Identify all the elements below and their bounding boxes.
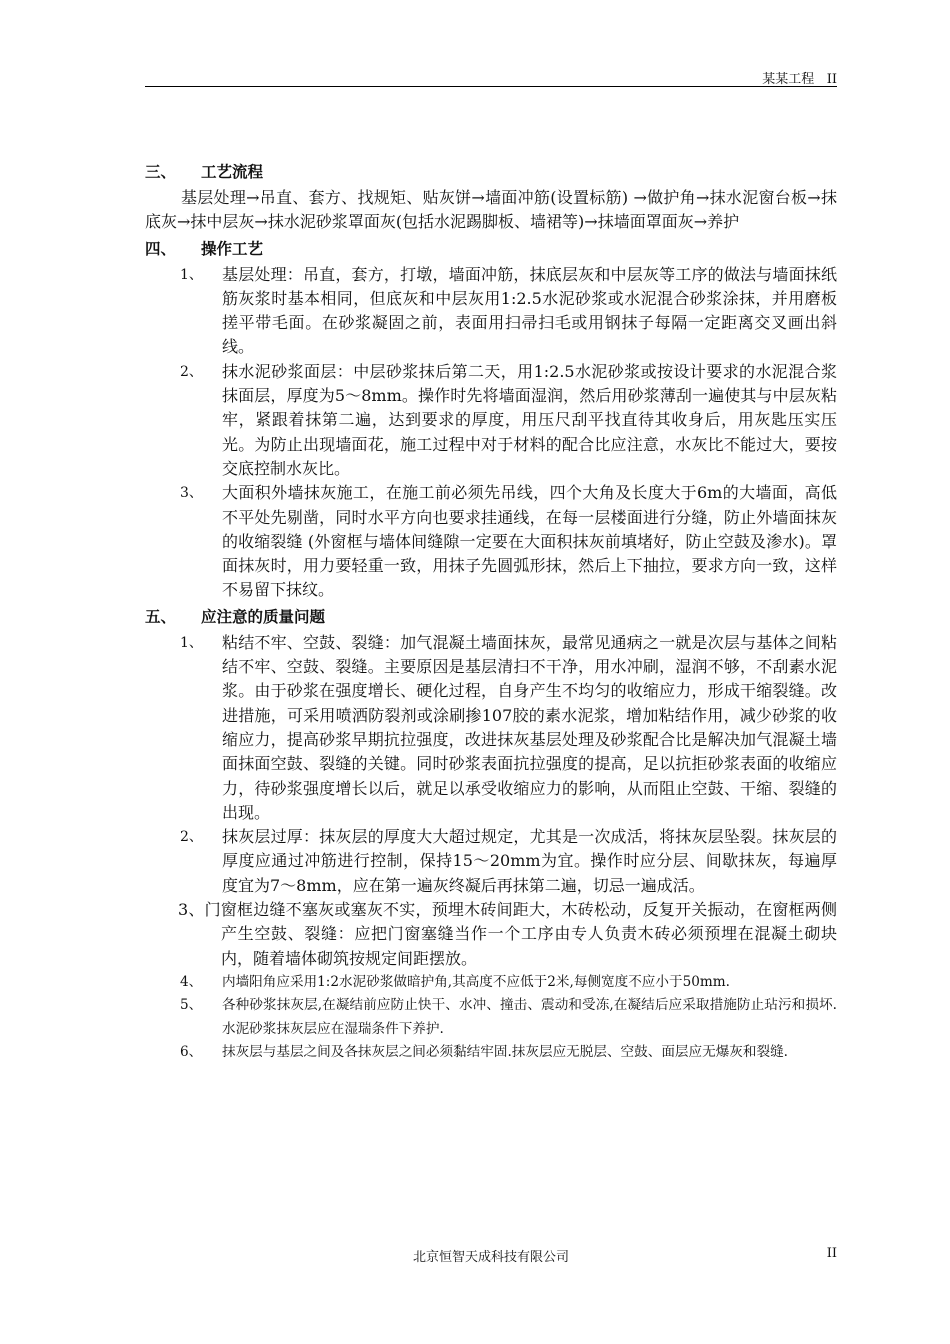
list-item-text: 基层处理：吊直，套方，打墩，墙面冲筋，抹底层灰和中层灰等工序的做法与墙面抹纸筋灰浆时基本相同，但底灰和中层灰用1:2.5水泥砂浆或水泥混合砂浆涂抹，并用磨板搓平带毛面。在砂浆凝固之前，表面用扫帚扫毛或用钢抹子每隔一定距离交叉画出斜线。 (222, 264, 837, 357)
list-item-text: 粘结不牢、空鼓、裂缝：加气混凝土墙面抹灰，最常见通病之一就是次层与基体之间粘结不牢、空鼓、裂缝。主要原因是基层清扫不干净，用水冲刷，湿润不够，不刮素水泥浆。由于砂浆在强度增长、硬化过程，自身产生不均匀的收缩应力，形成干缩裂缝。改进措施，可采用喷洒防裂剂或涂刷掺107胶的素水泥浆，增加粘结作用，减少砂浆的收缩应力，提高砂浆早期抗拉强度，改进抹灰基层处理及砂浆配合比是解决加气混凝土墙面抹面空鼓、裂缝的关键。同时砂浆表面抗拉强度的提高，足以抗拒砂浆表面的收缩应力，待砂浆强度增长以后，就足以承受收缩应力的影响，从而阻止空鼓、干缩、裂缝的出现。 (222, 632, 837, 822)
list-item (145, 1041, 837, 1065)
list-item-text: 3、门窗框边缝不塞灰或塞灰不实，预埋木砖间距大，木砖松动，反复开关振动，在窗框两侧产生空鼓、裂缝：应把门窗塞缝当作一个工序由专人负责木砖必须预埋在混凝土砌块内，随着墙体砌筑按规定间距摆放。 (178, 900, 837, 968)
header-page-number: II (826, 72, 837, 87)
section-number: 四、 (145, 239, 177, 258)
list-item (145, 994, 837, 1041)
list-item-text: 大面积外墙抹灰施工，在施工前必须先吊线，四个大角及长度大于6m的大墙面，高低不平处先剔凿，同时水平方向也要求挂通线，在每一层楼面进行分缝，防止外墙面抹灰的收缩裂缝 (外窗框与墙体间缝隙一定要在大面积抹灰前填堵好，防止空鼓及渗水)。罩面抹灰时，用力要轻重一致，用抹子先圆弧形抹，然后上下抽拉，要求方向一致，这样不易留下抹纹。 (222, 483, 837, 600)
list-item-text: 内墙阳角应采用1:2水泥砂浆做暗护角,其高度不应低于2米,每侧宽度不应小于50mm. (222, 973, 730, 990)
page-header (145, 68, 837, 87)
list-item-text: 抹灰层过厚：抹灰层的厚度大大超过规定，尤其是一次成活，将抹灰层坠裂。抹灰层的厚度应通过冲筋进行控制，保持15～20mm为宜。操作时应分层、间歇抹灰，每遍厚度宜为7～8mm，应在第一遍灰终凝后再抹第二遍，切忌一遍成活。 (222, 827, 837, 895)
header-text (762, 68, 837, 87)
section-heading (145, 235, 837, 263)
list-item (145, 898, 837, 971)
footer-page-number: II (826, 1246, 837, 1261)
process-flow-paragraph: 基层处理→吊直、套方、找规矩、贴灰饼→墙面冲筋(设置标筋) →做护角→抹水泥窗台板→抹底灰→抹中层灰→抹水泥砂浆罩面灰(包括水泥踢脚板、墙裙等)→抹墙面罩面灰→养护 (145, 188, 837, 232)
list-item (145, 263, 837, 360)
section-heading (145, 158, 837, 186)
list-item-text: 抹灰层与基层之间及各抹灰层之间必须黏结牢固.抹灰层应无脱层、空鼓、面层应无爆灰和裂缝. (222, 1044, 788, 1061)
section-title: 工艺流程 (201, 163, 264, 181)
list-item-number: 5、 (180, 997, 203, 1014)
list-item-number: 2、 (180, 829, 203, 846)
list-item (145, 631, 837, 825)
list-item-text: 抹水泥砂浆面层：中层砂浆抹后第二天，用1:2.5水泥砂浆或按设计要求的水泥混合浆抹面层，厚度为5～8mm。操作时先将墙面湿润，然后用砂浆薄刮一遍使其与中层灰粘牢，紧跟着抹第二遍，达到要求的厚度，用压尺刮平找直待其收身后，用灰匙压实压光。为防止出现墙面花，施工过程中对于材料的配合比应注意，水灰比不能过大，要按交底控制水灰比。 (222, 361, 837, 478)
list-item-number: 1、 (180, 634, 203, 651)
header-title: 某某工程 (762, 72, 815, 87)
list-item (145, 971, 837, 995)
list-item-number: 2、 (180, 363, 203, 380)
footer-company: 北京恒智天成科技有限公司 (412, 1250, 569, 1265)
list-item-number: 1、 (180, 266, 203, 283)
section-title: 操作工艺 (201, 239, 264, 258)
list-item-number: 4、 (180, 973, 203, 990)
list-item-number: 3、 (180, 485, 203, 502)
list-item (145, 825, 837, 898)
list-item (145, 360, 837, 481)
section-number: 三、 (145, 163, 177, 181)
list-item-text: 各种砂浆抹灰层,在凝结前应防止快干、水冲、撞击、震动和受冻,在凝结后应采取措施防止玷污和损坏.水泥砂浆抹灰层应在湿瑞条件下养护. (222, 997, 837, 1037)
section-number: 五、 (145, 607, 177, 626)
list-item (145, 481, 837, 602)
list-item-number: 6、 (180, 1044, 203, 1061)
document-body (145, 158, 837, 1065)
section-heading (145, 603, 837, 631)
section-title: 应注意的质量问题 (201, 607, 326, 626)
